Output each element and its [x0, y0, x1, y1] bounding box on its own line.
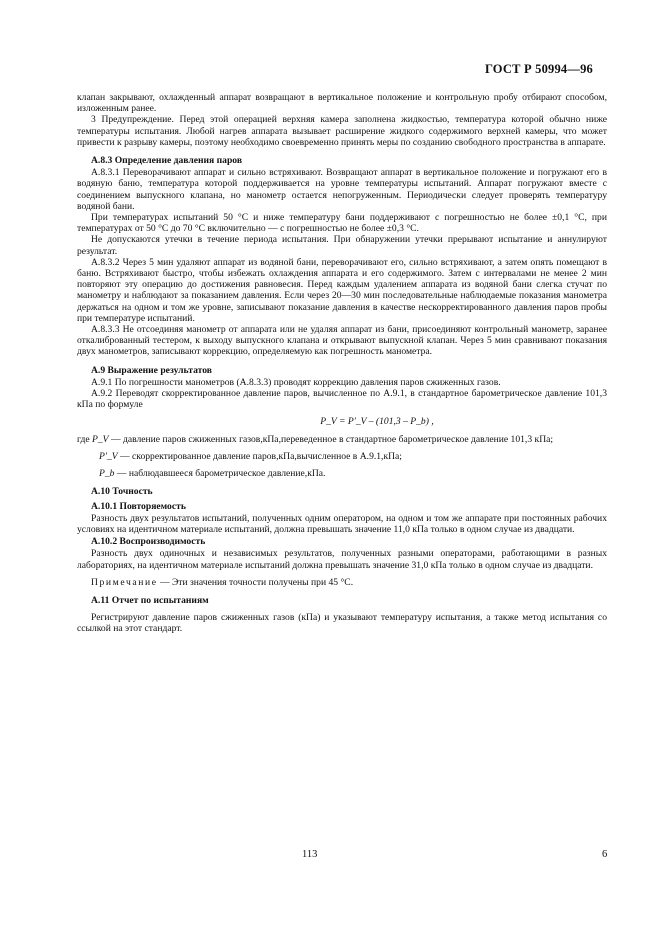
where-lead: где — [77, 433, 90, 445]
document-body — [77, 92, 607, 635]
paragraph-a10-2: Разность двух одиночных и независимых результатов, полученных разными операторами, работающими в разных лабораториях, на идентичном материале испытаний должна превышать значение 31,0 кПа только в одном случае из двадцати. — [77, 548, 607, 571]
paragraph-a9-1: А.9.1 По погрешности манометров (А.8.3.3) проводят коррекцию давления паров сжиженных газов. — [91, 376, 501, 388]
note — [77, 577, 607, 588]
symbol-pv-prime: P′_V — [99, 450, 118, 462]
definition-2 — [77, 451, 607, 462]
paragraph: клапан закрывают, охлажденный аппарат возвращают в вертикальное положение и контрольную пробу отбирают способом, изложенным ранее. — [77, 92, 607, 115]
definition-text: — скорректированное давление паров,кПа,вычисленное в А.9.1,кПа; — [120, 450, 402, 462]
page-number: 113 — [302, 849, 318, 860]
section-heading-a10-1: А.10.1 Повторяемость — [91, 500, 186, 512]
paragraph-a10-1: Разность двух результатов испытаний, полученных одним оператором, на одном и том же аппарате при постоянных рабочих условиях на идентичном материале испытаний, должна превышать значение 11,0 кПа только в одном случае из двадцати. — [77, 512, 607, 535]
symbol-pv: P_V — [92, 433, 109, 445]
formula: P_V = P′_V – (101,3 – P_b) , — [320, 416, 434, 428]
side-mark: 6 — [602, 849, 608, 860]
section-heading-a10-2: А.10.2 Воспроизводимость — [91, 536, 206, 548]
paragraph-a8-3-3: А.8.3.3 Не отсоединяя манометр от аппарата или не удаляя аппарат из бани, присоединяют контрольный манометр, заранее откалиброванный тестером, к выходу выпускного клапана и открывают выпускной клапан. Через 5 мин сравнивают показания двух манометров, записывают коррекцию, определяемую как погрешность манометра. — [77, 324, 607, 358]
paragraph-a8-3-1: А.8.3.1 Переворачивают аппарат и сильно встряхивают. Возвращают аппарат в вертикальное положение и погружают его в водяную баню, температура которой поддерживается на уровне температуры испытаний. Аппарат погружают вместе с соединением выпускного клапана, но манометр остается непогруженным. Периодически следует проверять температуру водяной бани. — [77, 167, 607, 212]
section-heading-a10: А.10 Точность — [91, 486, 153, 498]
definition-text: — наблюдавшееся барометрическое давление,кПа. — [116, 468, 326, 480]
note-text: — Эти значения точности получены при 45 °С. — [157, 576, 354, 588]
note-label: Примечание — [91, 576, 158, 588]
symbol-pb: P_b — [99, 468, 115, 480]
definition-3 — [77, 468, 607, 479]
section-heading-a9: А.9 Выражение результатов — [91, 364, 212, 376]
paragraph-a9-2: А.9.2 Переводят скорректированное давление паров, вычисленное по А.9.1, в стандартное барометрическое давление 101,3 кПа по формуле — [77, 388, 607, 411]
warning-paragraph: 3 Предупреждение. Перед этой операцией верхняя камера заполнена жидкостью, температура которой обычно ниже температуры испытания. Любой нагрев аппарата вызывает расширение жидкого содержимого верхней камеры, что может привести к разрыву камеры, поэтому необходимо своевременно принять меры по созданию свободного пространства в аппарате. — [77, 114, 607, 148]
definition-text: — давление паров сжиженных газов,кПа,переведенное в стандартное барометрическое давление 101,3 кПа; — [110, 433, 554, 445]
section-heading-a8-3: А.8.3 Определение давления паров — [91, 155, 243, 167]
definition-1 — [77, 434, 607, 445]
paragraph-temperature: При температурах испытаний 50 °С и ниже температуру бани поддерживают с погрешностью не более ±0,1 °С, при температурах от 50 °С до 70 °С включительно — с погрешностью не более ±0,3 °С. — [77, 212, 607, 235]
paragraph-a8-3-2: А.8.3.2 Через 5 мин удаляют аппарат из водяной бани, переворачивают его, сильно встряхивают, а затем опять помещают в баню. Встряхивают быстро, чтобы избежать охлаждения аппарата и его содержимого. Затем с интервалами не менее 2 мин повторяют эту операцию до достижения равновесия. Перед каждым удалением аппарата из водяной бани слегка стучат по манометру и наблюдают за показанием давления. Если через 20—30 мин последовательные наблюдаемые показания манометра держаться на одном и том же уровне, записывают показание давления в качестве нескорректированного давления паров пробы при температуре испытаний. — [77, 256, 607, 324]
standard-header: ГОСТ Р 50994—96 — [484, 62, 593, 76]
section-heading-a11: А.11 Отчет по испытаниям — [91, 594, 209, 606]
paragraph-leak: Не допускаются утечки в течение периода испытания. При обнаружении утечки прерывают испытание и аннулируют результат. — [77, 234, 607, 257]
paragraph-a11: Регистрируют давление паров сжиженных газов (кПа) и указывают температуру испытания, а также метод испытания со ссылкой на этот стандарт. — [77, 612, 607, 635]
